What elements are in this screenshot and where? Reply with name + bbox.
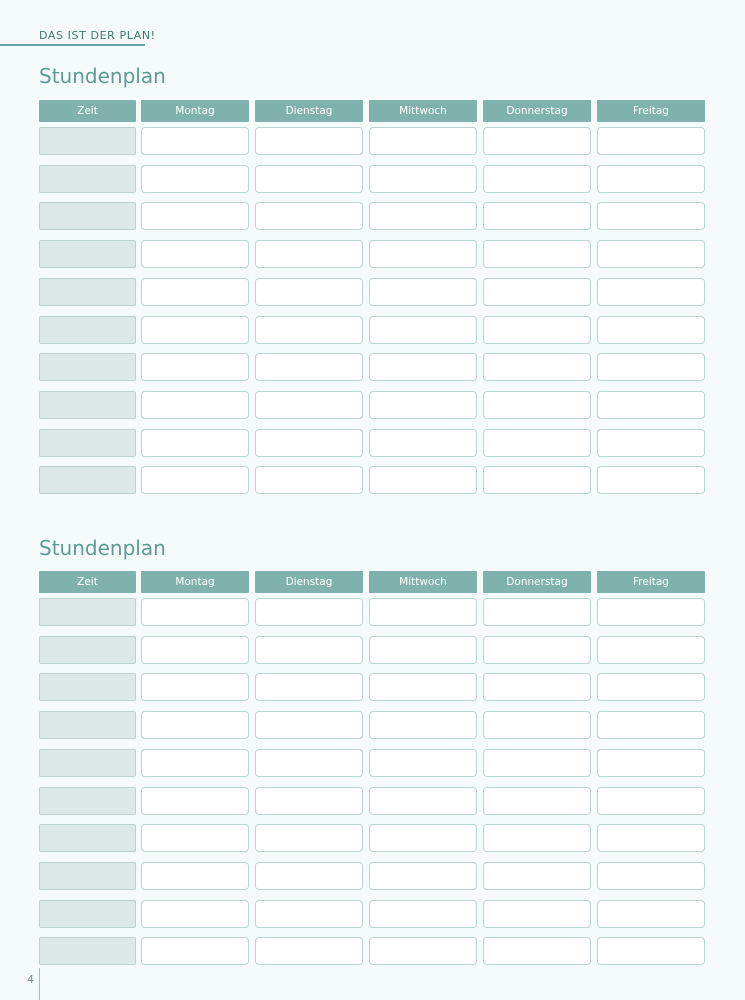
page-rule xyxy=(39,968,40,1000)
time-cell[interactable] xyxy=(39,900,136,928)
schedule-cell[interactable] xyxy=(141,429,249,457)
schedule-cell[interactable] xyxy=(369,127,477,155)
column-header-donnerstag: Donnerstag xyxy=(483,571,591,593)
schedule-cell[interactable] xyxy=(483,673,591,701)
schedule-cell[interactable] xyxy=(255,900,363,928)
time-cell[interactable] xyxy=(39,353,136,381)
schedule-cell[interactable] xyxy=(369,862,477,890)
time-cell[interactable] xyxy=(39,278,136,306)
schedule-cell[interactable] xyxy=(483,429,591,457)
schedule-cell[interactable] xyxy=(255,316,363,344)
schedule-cell[interactable] xyxy=(369,165,477,193)
schedule-cell[interactable] xyxy=(255,429,363,457)
schedule-cell[interactable] xyxy=(369,937,477,965)
schedule-cell[interactable] xyxy=(597,278,705,306)
column-header-dienstag: Dienstag xyxy=(255,100,363,122)
schedule-cell[interactable] xyxy=(597,127,705,155)
schedule-cell[interactable] xyxy=(483,240,591,268)
column-header-dienstag: Dienstag xyxy=(255,571,363,593)
schedule-cell[interactable] xyxy=(369,391,477,419)
schedule-cell[interactable] xyxy=(597,353,705,381)
schedule-cell[interactable] xyxy=(597,749,705,777)
schedule-cell[interactable] xyxy=(369,900,477,928)
schedule-cell[interactable] xyxy=(483,598,591,626)
schedule-cell[interactable] xyxy=(597,202,705,230)
schedule-cell[interactable] xyxy=(141,165,249,193)
schedule-cell[interactable] xyxy=(597,316,705,344)
schedule-cell[interactable] xyxy=(483,127,591,155)
schedule-cell[interactable] xyxy=(483,937,591,965)
schedule-cell[interactable] xyxy=(255,202,363,230)
time-cell[interactable] xyxy=(39,466,136,494)
time-cell[interactable] xyxy=(39,673,136,701)
schedule-cell[interactable] xyxy=(597,824,705,852)
column-header-freitag: Freitag xyxy=(597,100,705,122)
schedule-cell[interactable] xyxy=(597,862,705,890)
column-header-donnerstag: Donnerstag xyxy=(483,100,591,122)
schedule-cell[interactable] xyxy=(369,240,477,268)
time-cell[interactable] xyxy=(39,636,136,664)
schedule-cell[interactable] xyxy=(483,165,591,193)
schedule-cell[interactable] xyxy=(369,429,477,457)
schedule-cell[interactable] xyxy=(597,711,705,739)
schedule-cell[interactable] xyxy=(255,466,363,494)
schedule-cell[interactable] xyxy=(597,391,705,419)
schedule-cell[interactable] xyxy=(597,429,705,457)
schedule-cell[interactable] xyxy=(255,391,363,419)
section-header: DAS IST DER PLAN! xyxy=(39,29,156,42)
schedule-cell[interactable] xyxy=(369,824,477,852)
page-number: 4 xyxy=(27,973,34,986)
schedule-cell[interactable] xyxy=(141,711,249,739)
schedule-cell[interactable] xyxy=(255,937,363,965)
schedule-cell[interactable] xyxy=(369,466,477,494)
schedule-cell[interactable] xyxy=(141,353,249,381)
schedule-cell[interactable] xyxy=(369,636,477,664)
schedule-cell[interactable] xyxy=(141,316,249,344)
schedule-cell[interactable] xyxy=(255,165,363,193)
schedule-cell[interactable] xyxy=(255,824,363,852)
column-header-zeit: Zeit xyxy=(39,100,136,122)
time-cell[interactable] xyxy=(39,316,136,344)
time-cell[interactable] xyxy=(39,749,136,777)
schedule-cell[interactable] xyxy=(141,127,249,155)
schedule-cell[interactable] xyxy=(141,391,249,419)
schedule-cell[interactable] xyxy=(141,636,249,664)
time-cell[interactable] xyxy=(39,598,136,626)
column-header-montag: Montag xyxy=(141,100,249,122)
schedule-cell[interactable] xyxy=(483,711,591,739)
schedule-cell[interactable] xyxy=(597,636,705,664)
schedule-cell[interactable] xyxy=(141,749,249,777)
schedule-cell[interactable] xyxy=(369,353,477,381)
time-cell[interactable] xyxy=(39,937,136,965)
schedule-cell[interactable] xyxy=(141,862,249,890)
schedule-cell[interactable] xyxy=(369,711,477,739)
column-header-montag: Montag xyxy=(141,571,249,593)
time-cell[interactable] xyxy=(39,391,136,419)
schedule-cell[interactable] xyxy=(141,240,249,268)
schedule-cell[interactable] xyxy=(255,749,363,777)
schedule-cell[interactable] xyxy=(255,598,363,626)
header-rule xyxy=(0,44,145,46)
schedule-cell[interactable] xyxy=(255,673,363,701)
time-cell[interactable] xyxy=(39,127,136,155)
schedule-cell[interactable] xyxy=(369,316,477,344)
schedule-cell[interactable] xyxy=(141,937,249,965)
schedule-cell[interactable] xyxy=(141,787,249,815)
column-header-zeit: Zeit xyxy=(39,571,136,593)
schedule-cell[interactable] xyxy=(483,900,591,928)
time-cell[interactable] xyxy=(39,787,136,815)
schedule-cell[interactable] xyxy=(483,391,591,419)
time-cell[interactable] xyxy=(39,165,136,193)
schedule-cell[interactable] xyxy=(483,316,591,344)
schedule-cell[interactable] xyxy=(141,824,249,852)
schedule-cell[interactable] xyxy=(255,787,363,815)
schedule-cell[interactable] xyxy=(597,937,705,965)
schedule-cell[interactable] xyxy=(483,636,591,664)
schedule-cell[interactable] xyxy=(369,787,477,815)
schedule-cell[interactable] xyxy=(141,900,249,928)
column-header-freitag: Freitag xyxy=(597,571,705,593)
schedule-cell[interactable] xyxy=(483,466,591,494)
schedule-cell[interactable] xyxy=(369,749,477,777)
time-cell[interactable] xyxy=(39,862,136,890)
schedule-cell[interactable] xyxy=(255,711,363,739)
schedule-cell[interactable] xyxy=(483,353,591,381)
time-cell[interactable] xyxy=(39,429,136,457)
schedule-cell[interactable] xyxy=(483,862,591,890)
schedule-cell[interactable] xyxy=(483,749,591,777)
schedule-cell[interactable] xyxy=(369,202,477,230)
schedule-cell[interactable] xyxy=(255,862,363,890)
time-cell[interactable] xyxy=(39,240,136,268)
schedule-cell[interactable] xyxy=(597,466,705,494)
time-cell[interactable] xyxy=(39,824,136,852)
schedule-cell[interactable] xyxy=(141,673,249,701)
schedule-cell[interactable] xyxy=(255,636,363,664)
schedule-cell[interactable] xyxy=(483,202,591,230)
schedule-cell[interactable] xyxy=(141,202,249,230)
time-cell[interactable] xyxy=(39,711,136,739)
schedule-cell[interactable] xyxy=(597,598,705,626)
time-cell[interactable] xyxy=(39,202,136,230)
schedule-cell[interactable] xyxy=(369,598,477,626)
schedule-title-1: Stundenplan xyxy=(39,64,166,88)
schedule-cell[interactable] xyxy=(483,824,591,852)
schedule-cell[interactable] xyxy=(255,353,363,381)
schedule-cell[interactable] xyxy=(255,240,363,268)
schedule-cell[interactable] xyxy=(597,900,705,928)
schedule-cell[interactable] xyxy=(597,165,705,193)
schedule-cell[interactable] xyxy=(141,278,249,306)
schedule-cell[interactable] xyxy=(597,787,705,815)
schedule-cell[interactable] xyxy=(141,466,249,494)
schedule-cell[interactable] xyxy=(369,673,477,701)
schedule-cell[interactable] xyxy=(369,278,477,306)
schedule-cell[interactable] xyxy=(255,127,363,155)
schedule-cell[interactable] xyxy=(255,278,363,306)
schedule-cell[interactable] xyxy=(141,598,249,626)
schedule-cell[interactable] xyxy=(597,673,705,701)
schedule-cell[interactable] xyxy=(597,240,705,268)
schedule-title-2: Stundenplan xyxy=(39,536,166,560)
schedule-cell[interactable] xyxy=(483,278,591,306)
schedule-cell[interactable] xyxy=(483,787,591,815)
column-header-mittwoch: Mittwoch xyxy=(369,571,477,593)
column-header-mittwoch: Mittwoch xyxy=(369,100,477,122)
